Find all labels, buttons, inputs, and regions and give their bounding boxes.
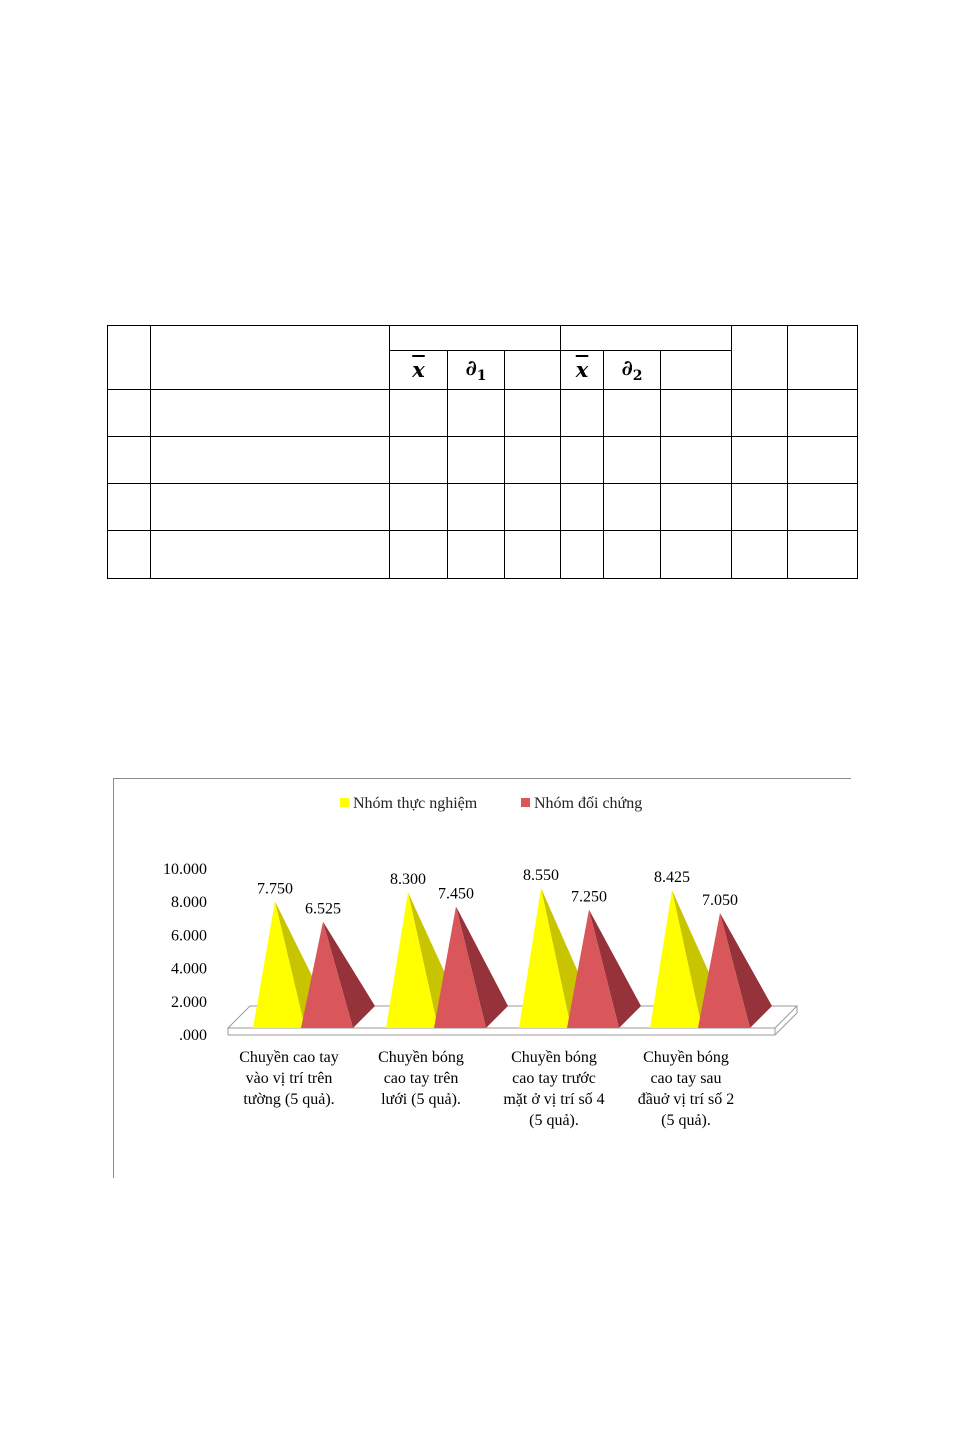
sd-symbol: $\partial_2$	[621, 355, 643, 385]
x-category-label-line: Chuyền cao tay	[239, 1049, 339, 1066]
y-tick-label: .000	[179, 1027, 207, 1044]
x-category-label-line: Chuyền bóng	[643, 1049, 729, 1066]
legend-label: Nhóm thực nghiệm	[353, 795, 478, 812]
x-category-label	[489, 1047, 619, 1131]
legend-swatch	[521, 798, 530, 807]
y-tick-label: 4.000	[171, 960, 207, 978]
y-axis	[163, 861, 207, 1044]
data-label: 7.750	[257, 880, 293, 898]
x-category-label-line: lưới (5 quả).	[381, 1091, 461, 1108]
chart-legend	[340, 795, 642, 812]
data-label: 8.550	[523, 867, 559, 885]
y-tick-label: 10.000	[163, 861, 207, 878]
sd-symbol: $\partial_1$	[465, 355, 487, 385]
x-category-label	[356, 1047, 486, 1110]
x-category-label-line: cao tay sau	[650, 1070, 722, 1087]
x-category-label-line: Chuyền bóng	[378, 1049, 464, 1066]
y-tick-label: 6.000	[171, 927, 207, 945]
x-category-label-line: cao tay trước	[512, 1070, 596, 1087]
data-labels	[257, 867, 738, 918]
y-tick-label: 2.000	[171, 993, 207, 1011]
mean-symbol: $\overline{x}$	[575, 357, 589, 382]
data-label: 8.425	[654, 869, 690, 887]
x-category-label-line: đầuở vị trí số 2	[637, 1091, 735, 1108]
data-label: 8.300	[390, 871, 426, 889]
x-category-label-line: tường (5 quả).	[243, 1091, 335, 1108]
x-category-label-line: Chuyền bóng	[511, 1049, 597, 1066]
data-label: 7.050	[702, 891, 738, 909]
x-category-label-line: vào vị trí trên	[245, 1070, 333, 1087]
mean-symbol: $\overline{x}$	[412, 357, 425, 382]
legend-label: Nhóm đối chứng	[534, 795, 643, 812]
x-category-label-line: (5 quả).	[661, 1112, 711, 1129]
data-label: 7.450	[438, 885, 474, 903]
x-category-label-line: (5 quả).	[529, 1112, 579, 1129]
x-category-label	[224, 1047, 354, 1110]
x-category-label-line: mặt ở vị trí số 4	[503, 1091, 605, 1108]
x-category-label-line: cao tay trên	[383, 1070, 459, 1087]
data-label: 7.250	[571, 888, 607, 906]
x-category-label	[621, 1047, 751, 1131]
data-label: 6.525	[305, 900, 341, 918]
y-tick-label: 8.000	[171, 894, 207, 912]
legend-swatch	[340, 798, 349, 807]
